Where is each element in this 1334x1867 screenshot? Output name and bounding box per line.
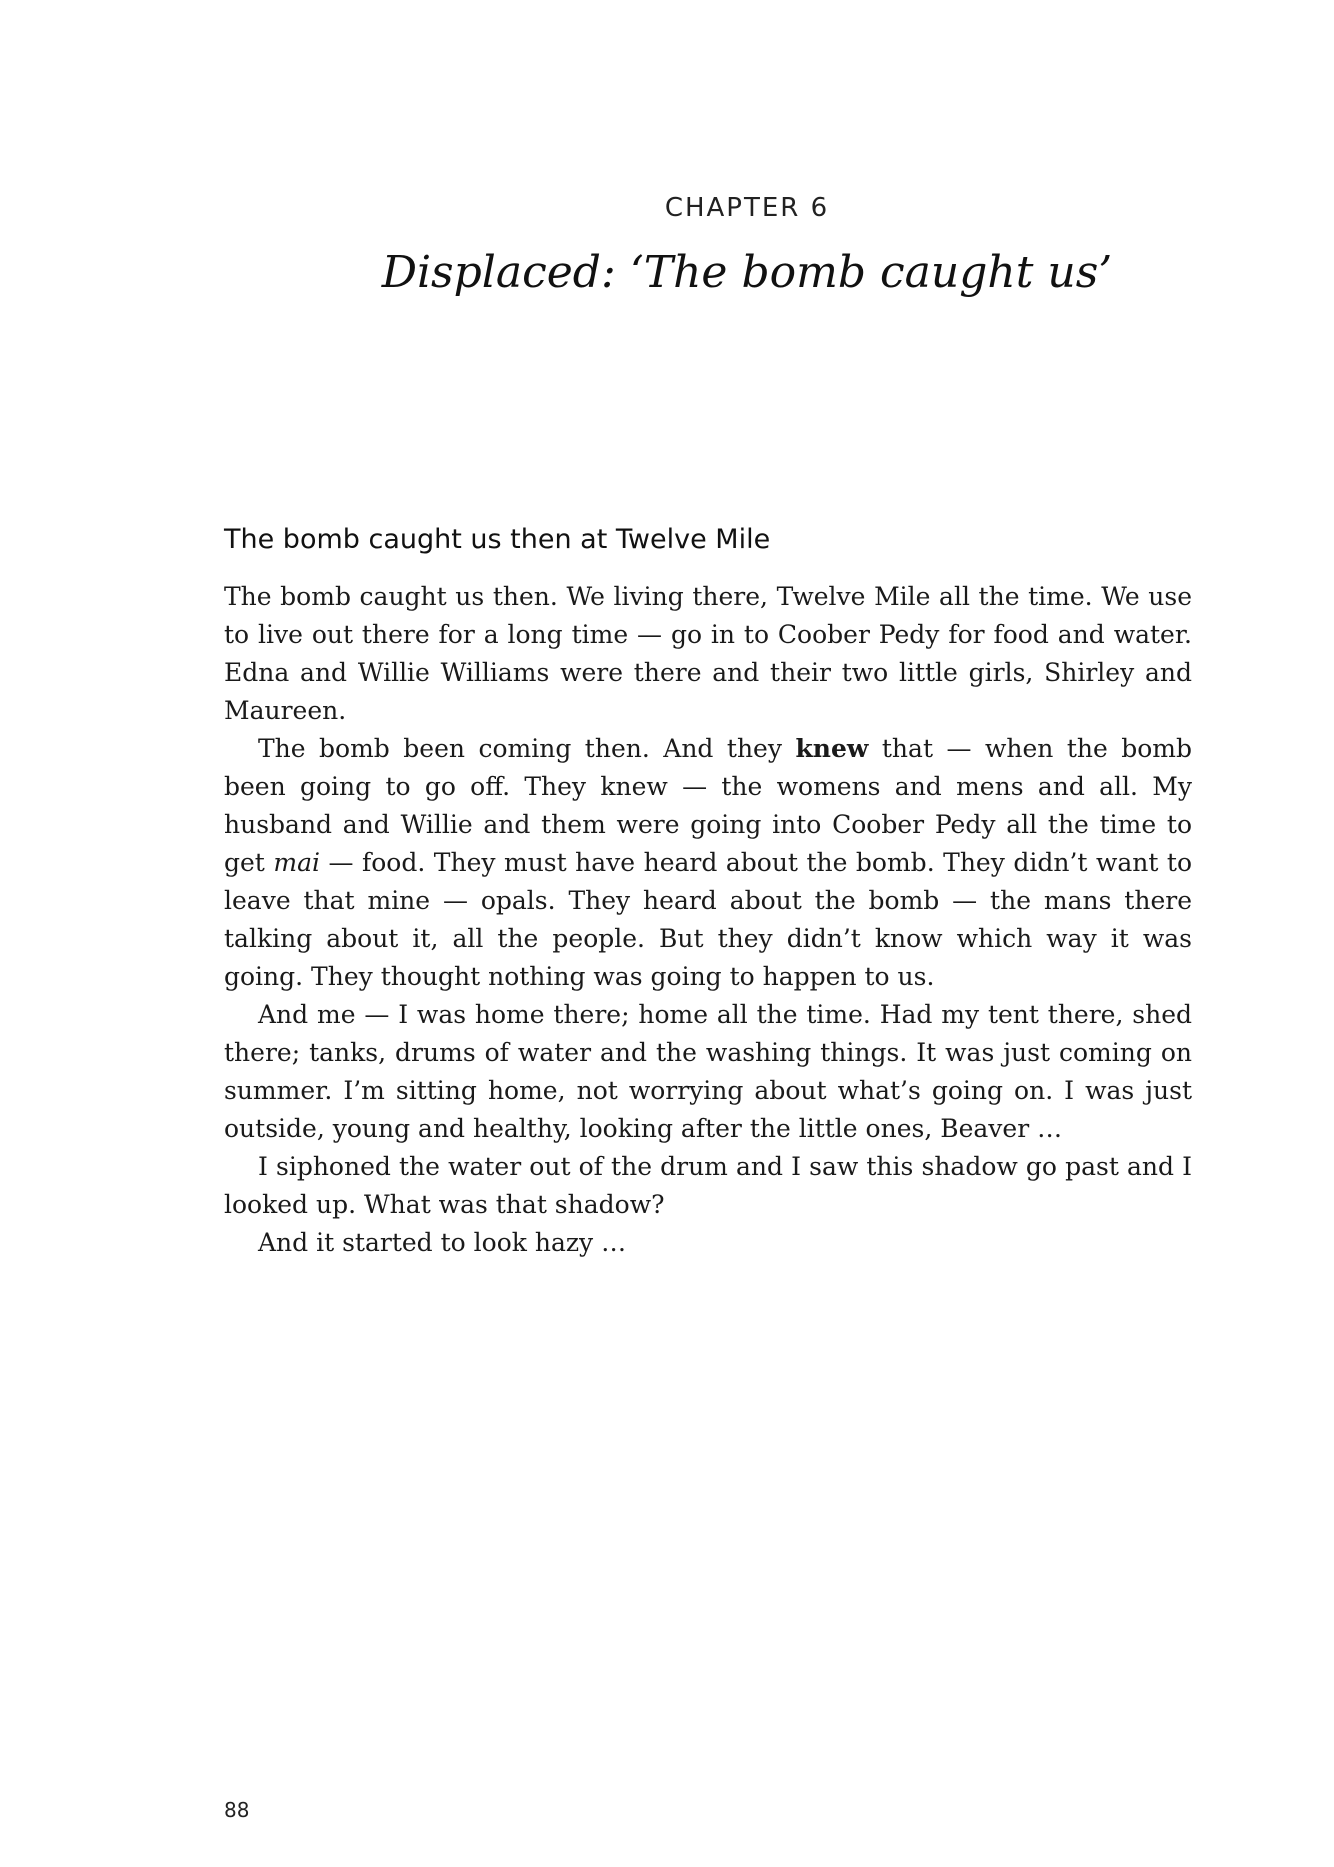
paragraph-2-part-b: that — when the bomb been going to go off. They knew — the womens and mens and all. My husband and Willie and them were going into Coober Pedy all the time to get <box>224 734 1193 877</box>
chapter-title: Displaced: ‘The bomb caught us’ <box>381 247 1113 298</box>
paragraph-1: The bomb caught us then. We living there, Twelve Mile all the time. We use to live out there for a long time — go in to Coober Pedy for food and water. Edna and Willie Williams were there and their two little girls, Shirley and Maureen. <box>224 582 1192 725</box>
emphasis-bold: knew <box>795 734 869 763</box>
paragraph-5: And it started to look hazy … <box>258 1228 627 1257</box>
paragraph-2 <box>224 730 1192 996</box>
paragraph-3: And me — I was home there; home all the time. Had my tent there, shed there; tanks, drums of water and the washing things. It was just coming on summer. I’m sitting home, not worrying about what’s going on. I was just outside, young and healthy, looking after the little ones, Beaver … <box>224 1000 1192 1143</box>
paragraph-2-part-c: — food. They must have heard about the bomb. They didn’t want to leave that mine — opals. They heard about the bomb — the mans there talking about it, all the people. But they didn’t know which way it was going. They thought nothing was going to happen to us. <box>224 848 1192 991</box>
section-heading: The bomb caught us then at Twelve Mile <box>224 524 771 555</box>
paragraph-4: I siphoned the water out of the drum and I saw this shadow go past and I looked up. What was that shadow? <box>224 1152 1192 1219</box>
emphasis-italic: mai <box>273 848 320 877</box>
body-text <box>224 578 1192 1262</box>
chapter-label: CHAPTER 6 <box>664 193 830 223</box>
paragraph-2-part-a: The bomb been coming then. And they <box>258 734 796 763</box>
page-number: 88 <box>224 1798 250 1822</box>
